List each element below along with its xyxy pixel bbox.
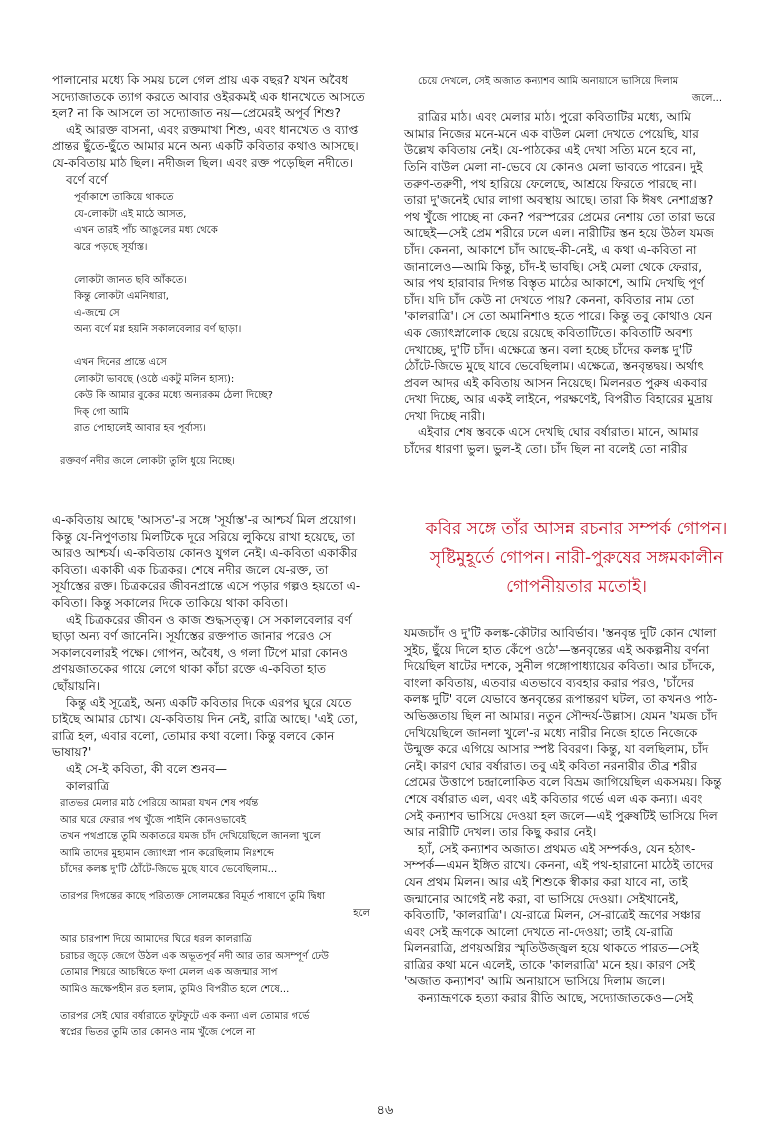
- page-number: ৪৬: [376, 1103, 394, 1118]
- paragraph: হ্যাঁ, সেই কন্যাশব অজাত। প্রথমত এই সম্পর্কও, যেন হঠাৎ-সম্পর্ক—এমন ইঙ্গিত রাখে। কেননা, এই পথ-হারানো মাঠেই তাদের যেন প্রথম মিলন। আর এই শিশুকে স্বীকার করা যাবে না, তাই জন্মানোর আগেই নষ্ট করা, বা ভাসিয়ে দেওয়া। সেইখানেই, কবিতাটি, 'কালরাত্রি'। যে-রাত্রে মিলন, সে-রাত্রেই ভ্রূণের সঞ্চার এবং সেই ভ্রূণকে আলো দেখতে না-দেওয়া; তাই যে-রাত্রি মিলনরাত্রি, প্রণয়অগ্নির স্মৃতিউজ্জ্বল হয়ে থাকতে পারত—সেই রাত্রির কথা মনে এলেই, তাকে 'কালরাত্রি' মনে হয়। কারণ সেই 'অজাত কন্যাশব' আমি অনায়াসে ভাসিয়ে দিলাম জলে।: [404, 841, 714, 989]
- poem-line: কিন্তু লোকটা এমনিধারা,: [74, 291, 169, 303]
- paragraph: এই আরক্ত বাসনা, এবং রক্তমাখা শিশু, এবং ধানখেত ও ব্যাপ্ত প্রান্তর ছুঁতে-ছুঁতে আমার মনে অন্য একটি কবিতার কথাও আসছে। যে-কবিতায় মাঠ ছিল। নদীজল ছিল। এবং রক্ত পড়েছিল নদীতে।: [52, 122, 359, 170]
- poem-line: এ-জন্মে সে: [74, 307, 120, 319]
- poem-line: চরাচর জুড়ে জেগে উঠল এক অভূতপূর্ব নদী আর তার অসম্পূর্ণ ঢেউ: [60, 950, 329, 962]
- poem-line: তারপর দিগন্তের কাছে পরিত্যক্ত সোলমঙ্কের বিমূর্ত পাষাণে তুমি দ্বিধা: [60, 891, 326, 903]
- poem-stanza-1: [74, 190, 370, 256]
- poem-stanza-3: [74, 355, 370, 438]
- paragraph: রাত্রির মাঠ। এবং মেলার মাঠ। পুরো কবিতাটির মধ্যে, আমি আমার নিজের মনে-মনে এক বাউল মেলা দেখতে পেয়েছি, যার উল্লেখ কবিতায় নেই। যে-পাঠকের এই দেখা সত্যি মনে হবে না, তিনি বাউল মেলা না-ভেবে যে কোনও মেলা ভাবতে পারেন। দুই তরুণ-তরুণী, পথ হারিয়ে ফেলেছে, আশ্রয়ে ফিরতে পারছে না। তারা দু'জনেই ঘোর লাগা অবস্থায় আছে। তারা কি ঈষৎ নেশাগ্রস্ত? পথ খুঁজে পাচ্ছে না কেন? পরস্পরের প্রেমের নেশায় তো তারা ভরে আছেই—সেই প্রেম শরীরে ঢলে এল। নারীটির স্তন হয়ে উঠল যমজ চাঁদ। কেননা, আকাশে চাঁদ আছে-কী-নেই, এ কথা এ-কবিতা না জানালেও—আমি কিন্তু, চাঁদ-ই ভাবছি। সেই মেলা থেকে ফেরার, আর পথ হারাবার দিগন্ত বিস্তৃত মাঠের আকাশে, আমি দেখছি পূর্ণ চাঁদ। যদি চাঁদ কেউ না দেখতে পায়? কেননা, কবিতার নাম তো 'কালরাত্রি'। সে তো অমানিশাও হতে পারে। কিন্তু তবু কোথাও যেন এক জ্যোৎস্নালোক ছেয়ে রয়েছে কবিতাটিতে। কবিতাটি অবশ্য দেখাচ্ছে, দু'টি চাঁদ। এক্ষেত্রে স্তন। বলা হচ্ছে চাঁদের কলঙ্ক দু'টি ঠোঁটে-জিভে মুছে যাবে ভেবেছিলাম। এক্ষেত্রে, স্তনবৃন্তদ্বয়। অর্থাৎ প্রবল আদর এই কবিতায় আসন নিয়েছে। মিলনরত পুরুষ একবার দেখা দিচ্ছে, আর একই লাইনে, পরক্ষণেই, বিপরীত বিহারের মুদ্রায় দেখা দিচ্ছে নারী।: [404, 110, 716, 423]
- poem-line: অন্য বর্ণে মগ্ন হয়নি সকালবেলার বর্ণ ছাড়া।: [74, 324, 242, 336]
- poem-stanza-3: [60, 932, 370, 998]
- poem-line: আমি তাদের মুহ্যমান জ্যোৎস্না পান করেছিলাম নিঃশব্দে: [60, 847, 274, 859]
- poem-line: এখন দিনের প্রান্তে এসে: [74, 356, 167, 368]
- pull-quote: কবির সঙ্গে তাঁর আসন্ন রচনার সম্পর্ক গোপন। সৃষ্টিমুহূর্তে গোপন। নারী-পুরুষের সঙ্গমকালীন গোপনীয়তার মতোই।: [425, 519, 728, 597]
- paragraph: এই সে-ই কবিতা, কী বলে শুনব—: [66, 761, 228, 776]
- poem-title: বর্ণে বর্ণে: [66, 172, 108, 187]
- poem-line: হলে: [353, 907, 370, 919]
- poem-stanza-2: [60, 889, 370, 922]
- poem-line: যে-লোকটা এই মাঠে আসত,: [74, 208, 187, 220]
- paragraph: এইবার শেষ স্তবকে এসে দেখছি ঘোর বর্ষারাত। মানে, আমার চাঁদের ধারণা ভুল। ভুল-ই তো। চাঁদ ছিল না বলেই তো নারীর: [404, 425, 699, 457]
- poem-title: কালরাত্রি: [66, 778, 110, 793]
- poem-line: তোমার শিয়রে আচম্বিতে ফণা মেলল এক অজন্মার সাপ: [60, 967, 278, 979]
- poem-line: চেয়ে দেখলে, সেই অজাত কন্যাশব আমি অনায়াসে ভাসিয়ে দিলাম: [418, 76, 679, 87]
- poem-line: পূর্বাকাশে তাকিয়ে থাকতে: [74, 192, 174, 204]
- paragraph: এই চিত্রকরের জীবন ও কাজ শুদ্ধসত্ত্ব। সে সকালবেলার বর্ণ ছাড়া অন্য বর্ণ জানেনি। সূর্যাস্তের রক্তপাত জানার পরেও সে সকালবেলারই পক্ষে। গোপন, অবৈধ, ও গলা টিপে মারা কোনও প্রণয়জাতকের গায়ে লেগে থাকা কাঁচা রক্তে এ-কবিতা হাত ছোঁয়ায়নি।: [52, 612, 352, 693]
- poem-line: তারপর সেই ঘোর বর্ষারাতে ফুটফুটে এক কন্যা এল তোমার গর্ভে: [60, 1010, 310, 1022]
- poem-line: এখন তারই পাঁচ আঙুলের মধ্য থেকে: [74, 225, 218, 237]
- poem-line: রাতভর মেলার মাঠ পেরিয়ে আমরা যখন শেষ পর্যন্ত: [60, 798, 259, 810]
- poem-line: ঝরে পড়ছে সূর্যাস্ত।: [74, 241, 148, 253]
- poem-line: রাত পোহালেই আবার হব পূর্বাস্য।: [74, 423, 206, 435]
- paragraph: এ-কবিতায় আছে 'আসত'-র সঙ্গে 'সূর্যাস্ত'-র আশ্চর্য মিল প্রয়োগ। কিন্তু যে-নিপুণতায় মিলটিকে দূরে সরিয়ে লুকিয়ে রাখা হয়েছে, তা আরও আশ্চর্য। এ-কবিতায় কোনও যুগল নেই। এ-কবিতা একাকীর কবিতা। একাকী এক চিত্রকর। শেষে নদীর জলে যে-রক্ত, তা সূর্যাস্তের রক্ত। চিত্রকরের জীবনপ্রান্তে এসে পড়ার গল্পও হয়তো এ-কবিতা। কিন্তু সকালের দিকে তাকিয়ে থাকা কবিতা।: [52, 513, 361, 610]
- paragraph: পালানোর মধ্যে কি সময় চলে গেল প্রায় এক বছর? যখন অবৈধ সদ্যোজাতকে ত্যাগ করতে আবার ওইরকমই এক ধানখেতে আসতে হল? না কি আসলে তা সদ্যোজাত নয়—প্রেমেরই অপূর্ব শিশু?: [52, 73, 365, 121]
- poem-line: চাঁদের কলঙ্ক দু'টি ঠোঁটে-জিভে মুছে যাবে ভেবেছিলাম...: [60, 864, 278, 876]
- poem-stanza-1: [60, 796, 370, 879]
- poem-quote: [418, 74, 722, 107]
- poem-line: স্বপ্নের ভিতর তুমি তার কোনও নাম খুঁজে পেলে না: [60, 1027, 256, 1039]
- poem-line: জলে...: [692, 92, 722, 104]
- poem-stanza-4: [60, 1009, 370, 1042]
- right-column-top: [404, 72, 722, 458]
- paragraph: কিন্তু এই সূত্রেই, অন্য একটি কবিতার দিকে এরপর ঘুরে যেতে চাইছে আমার চোখ। যে-কবিতায় দিন নেই, রাত্রি আছে। 'এই তো, রাত্রি হল, এবার বলো, তোমার কথা বলো। কিন্তু বলবে কোন ভাষায়?': [52, 695, 359, 760]
- poem-line: দিক্‌ গো আমি: [74, 406, 130, 418]
- poem-line: কেউ কি আমার বুকের মধ্যে অন্যরকম ঠেলা দিচ্ছে?: [74, 390, 273, 402]
- poem-line: আর ঘরে ফেরার পথ খুঁজে পাইনি কোনওভাবেই: [60, 814, 247, 826]
- poem-stanza-2: [74, 273, 370, 339]
- left-column-bottom: [52, 512, 370, 1044]
- poem-line: লোকটা ভাবছে (ওষ্ঠে একটু মলিন হাস্য):: [74, 373, 235, 385]
- poem-line: লোকটা জানত ছবি আঁকতে।: [74, 274, 187, 286]
- left-column-top: [52, 72, 370, 472]
- poem-line: রক্তবর্ণ নদীর জলে লোকটা তুলি ধুয়ে নিচ্ছে।: [60, 455, 235, 467]
- poem-line: আমিও ভ্রূক্ষেপহীন রত হলাম, তুমিও বিপরীত হলে শেষে...: [60, 984, 290, 996]
- poem-stanza-4: [60, 454, 370, 471]
- poem-line: তখন পথপ্রান্তে তুমি অকাতরে যমজ চাঁদ দেখিয়েছিলে জানলা খুলে: [60, 831, 321, 843]
- poem-line: আর চারপাশ দিয়ে আমাদের ঘিরে ধরল কালরাত্রি: [60, 934, 252, 946]
- paragraph: কন্যাভ্রূণকে হত্যা করার রীতি আছে, সদ্যোজাতকেও—সেই: [418, 991, 694, 1006]
- paragraph: যমজচাঁদ ও দু'টি কলঙ্ক-কৌটার আবির্ভাব। 'স্তনবৃন্ত দুটি কোন খোলা সুইচ, ছুঁয়ে দিলে হাত কেঁপে ওঠে'—স্তনবৃন্তের এই অকল্পনীয় বর্ণনা দিয়েছিল ষাটের দশকে, সুনীল গঙ্গোপাধ্যায়ের কবিতা। আর চাঁদকে, বাংলা কবিতায়, এতবার এতভাবে ব্যবহার করার পরও, 'চাঁদের কলঙ্ক দুটি' বলে যেভাবে স্তনবৃন্তের রূপান্তরণ ঘটল, তা কখনও পাঠ-অভিজ্ঞতায় ছিল না আমার। নতুন সৌন্দর্য-উল্লাস। যেমন 'যমজ চাঁদ দেখিয়েছিলে জানলা খুলে'-র মধ্যে নারীর নিজে হাতে নিজেকে উন্মুক্ত করে এগিয়ে আসার স্পষ্ট বিবরণ। কিন্তু, যা বলছিলাম, চাঁদ নেই। কারণ ঘোর বর্ষারাত। তবু এই কবিতা নরনারীর তীব্র শরীর প্রেমের উত্তাপে চন্দ্রালোকিত বলে বিভ্রম জাগিয়েছিল একসময়। কিন্তু শেষে বর্ষারাত এল, এবং এই কবিতার গর্ভে এল এক কন্যা। এবং সেই কন্যাশব ভাসিয়ে দেওয়া হল জলে—এই পুরুষটিই ভাসিয়ে দিল আর নারীটি দেখল। তার কিছু করার নেই।: [404, 626, 722, 840]
- right-column-bottom: [404, 625, 722, 1007]
